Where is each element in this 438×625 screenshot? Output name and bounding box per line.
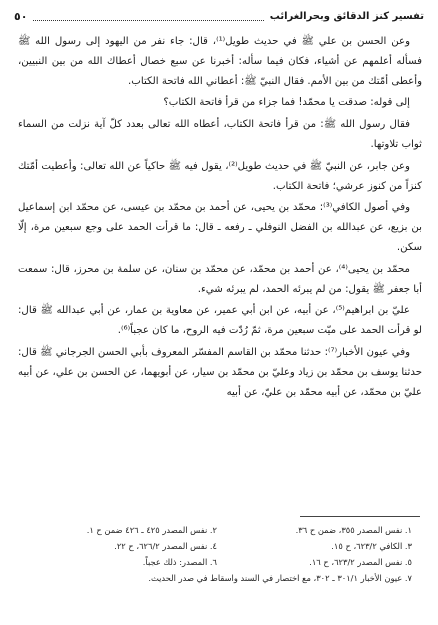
footnote: ٦. المصدر: ذلك عجباً.: [142, 557, 217, 567]
running-title: تفسير كنز الدقائق وبحرالغرائب: [269, 10, 424, 22]
footnote-row: [22, 522, 412, 538]
footnotes: [22, 522, 412, 586]
footnote: ٣. الكافي ٦٢٣/٢، ح ١٥.: [331, 541, 412, 551]
footnote-row: [22, 554, 412, 570]
page-header: [14, 6, 424, 26]
footnote: ٥. نفس المصدر ٦٢٣/٢، ح ١٦.: [309, 557, 412, 567]
paragraph: محمّد بن يحيى⁽⁴⁾، عن أحمد بن محمّد، عن محمّد بن سنان، عن سلمة بن محرز، قال: سمعت أبا جعفر ﷺ يقول: من لم يبرئه الحمد، لم يبرئه شيء.: [18, 263, 422, 295]
paragraph: وعن الحسن بن علي ﷺ في حديث طويل⁽¹⁾، قال: جاء نفر من اليهود إلى رسول الله ﷺ فسأله أعلمهم عن أشياء، فكان فيما سأله: أخبرنا عن سبع خصال أعطاك الله من بين النبيين، وأعطى أمّتك من بين الأمم. فقال النبيّ ﷺ: أعطاني الله فاتحة الكتاب.: [18, 36, 422, 87]
paragraph: وعن جابر، عن النبيّ ﷺ في حديث طويل⁽²⁾، يقول فيه ﷺ حاكياً عن الله تعالى: وأعطيت أمّتك كنزاً من كنوز عرشي؛ فاتحة الكتاب.: [18, 160, 422, 192]
footnote: ٧. عيون الأخبار ٣٠١/١ ـ ٣٠٢، مع اختصار في السند واسقاط في صدر الحديث.: [148, 573, 412, 583]
page-number: ٥٠: [14, 9, 28, 23]
paragraph: فقال رسول الله ﷺ: من قرأ فاتحة الكتاب، أعطاه الله تعالى بعدد كلّ آية نزلت من السماء ثواب تلاوتها.: [18, 119, 422, 150]
footnote: ٤. نفس المصدر ٦٢٦/٢، ح ٢٢.: [114, 541, 217, 551]
paragraph: إلى قوله: صدقت يا محمّد! فما جزاء من قرأ فاتحة الكتاب؟: [163, 97, 410, 109]
main-text: [18, 32, 422, 402]
paragraph: وفي أصول الكافي⁽³⁾: محمّد بن يحيى، عن أحمد بن محمّد بن عيسى، عن محمّد ابن إسماعيل بن بزيع، عن عبدالله بن الفضل النوفلي ـ رفعه ـ قال: ما قرأت الحمد على وجع سبعين مرة، إلّا سكن.: [18, 202, 422, 253]
paragraph: وفي عيون الأخبار⁽⁷⁾: حدثنا محمّد بن القاسم المفسّر المعروف بأبي الحسن الجرجاني ﷺ قال: حدثنا يوسف بن محمّد بن زياد وعليّ بن محمّد بن سيار، عن أبويهما، عن الحسن بن علي، عن أبيه عليّ بن محمّد، عن أبيه محمّد بن عليّ، عن أبيه: [18, 346, 422, 398]
header-dotted-leader: [33, 11, 263, 21]
footnote-row: [22, 538, 412, 554]
paragraph: عليّ بن ابراهيم⁽⁵⁾، عن أبيه، عن ابن أبي عمير، عن معاوية بن عمار، عن أبي عبدالله ﷺ قال: لو قرأت الحمد على ميّت سبعين مرة، ثمّ رُدّت فيه الروح، ما كان عجباً⁽⁶⁾.: [18, 305, 422, 337]
footnote-separator: [300, 516, 420, 517]
footnote: ٢. نفس المصدر ٤٢٥ ـ ٤٢٦ ضمن ح ١.: [86, 525, 217, 535]
footnote: ١. نفس المصدر ٣٥٥، ضمن ح ٣٦.: [295, 525, 412, 535]
